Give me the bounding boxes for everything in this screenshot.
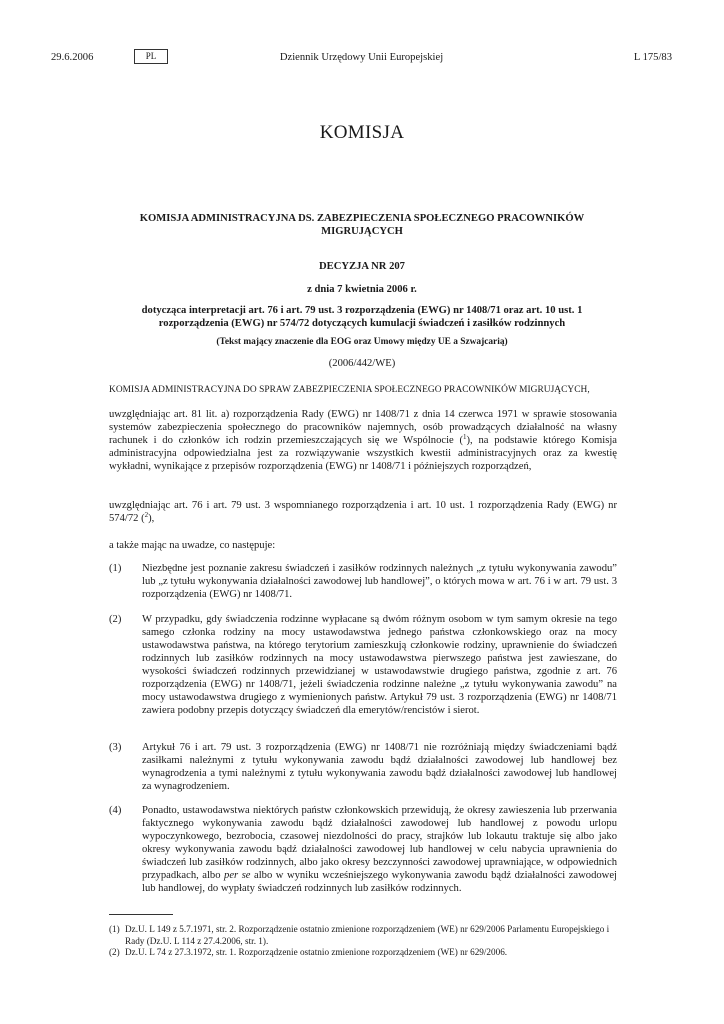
institution-heading-line1: KOMISJA ADMINISTRACYJNA DS. ZABEZPIECZENIA SPOŁECZNEGO PRACOWNIKÓW (139, 213, 585, 224)
footnote-ref-1[interactable]: 1 (463, 433, 467, 441)
citation-1-text-a: uwzględniając art. 81 lit. a) rozporządzenia Rady (EWG) nr 1408/71 z dnia 14 czerwca 1971 w sprawie stosowania systemów zabezpieczenia społecznego do pracowników najemnych, osób prowadzących działalność na własny rachunek i do członków ich rodzin przemieszczających się we Wspólnocie ( (109, 409, 617, 446)
citation-2-text-a: uwzględniając art. 76 i art. 79 ust. 3 wspomnianego rozporządzenia i art. 10 ust. 1 rozporządzenia Rady (EWG) nr 574/72 ( (109, 500, 617, 524)
recital-4-text-b: albo w wyniku wcześniejszego wykonywania zawodu bądź działalności zawodowej lub handlowej, do wypłaty świadczeń rodzinnych lub zasiłków rodzinnych. (142, 870, 617, 894)
recital-number: (4) (109, 805, 122, 816)
footnote-ref-2[interactable]: 2 (144, 511, 149, 519)
recital-4-text-a: Ponadto, ustawodawstwa niektórych państw członkowskich przewidują, że okresy zawieszenia lub przerwania faktycznego wykonywania zawodu bądź działalności zawodowej lub handlowej z powodu urlopu wypoczynkowego, bezrobocia, czasowej niezdolności do pracy, strajków lub lokautu traktuje się albo jako okresy wykonywania zawodu bądź działalności zawodowej lub handlowej w celu nabycia uprawnienia do świadczeń lub zasiłków rodzinnych, albo jako okresy bezczynności zawodowej uprawniające, w odpowiednich przypadkach, albo (142, 805, 617, 881)
footnote-text: Dz.U. L 149 z 5.7.1971, str. 2. Rozporządzenie ostatnio zmienione rozporządzeniem (WE) nr 629/2006 Parlamentu Europejskiego i Rady (Dz.U. L 114 z 27.4.2006, str. 1). (125, 924, 610, 946)
institution-heading-line2: MIGRUJĄCYCH (321, 226, 403, 237)
recital-4-latin-phrase: per se (224, 870, 251, 881)
citation-paragraph-2 (109, 499, 617, 525)
whereas-intro: a także mając na uwadze, co następuje: (109, 540, 276, 551)
footnote-text: Dz.U. L 74 z 27.3.1972, str. 1. Rozporządzenie ostatnio zmienione rozporządzeniem (WE) nr 629/2006. (125, 947, 508, 957)
publication-date: 29.6.2006 (51, 52, 94, 63)
citation-paragraph-1 (109, 408, 617, 473)
recital-text: Niezbędne jest poznanie zakresu świadczeń i zasiłków rodzinnych należnych „z tytułu wykonywania zawodu” lub „z tytułu wykonywania działalności zawodowej lub handlowej”, o których mowa w art. 76 i w art. 79 ust. 3 rozporządzenia (EWG) nr 1408/71. (142, 563, 617, 600)
recital-number: (3) (109, 742, 122, 753)
recital-number: (2) (109, 614, 122, 625)
footnote-number: (2) (109, 947, 120, 957)
section-title: KOMISJA (319, 122, 405, 143)
decision-number: DECYZJA NR 207 (319, 261, 405, 272)
recital-text (142, 804, 617, 895)
recital-number: (1) (109, 563, 122, 574)
footnote-separator (109, 914, 173, 915)
decision-subject-line2: rozporządzenia (EWG) nr 574/72 dotyczących kumulacji świadczeń i zasiłków rodzinnych (158, 318, 566, 329)
eea-relevance-note: (Tekst mający znaczenie dla EOG oraz Umowy między UE a Szwajcarią) (216, 337, 508, 347)
language-badge: PL (134, 49, 168, 64)
decision-date: z dnia 7 kwietnia 2006 r. (307, 284, 417, 295)
journal-title: Dziennik Urzędowy Unii Europejskiej (279, 52, 444, 63)
decision-reference: (2006/442/WE) (328, 358, 396, 369)
citation-2-text-b: ), (148, 513, 155, 524)
recital-text: Artykuł 76 i art. 79 ust. 3 rozporządzenia (EWG) nr 1408/71 nie rozróżniają między świadczeniami bądź zasiłkami należnymi z tytułu wykonywania zawodu bądź działalności zawodowej lub handlowej bez wynagrodzenia a tymi należnymi z tytułu wykonywania zawodu bądź działalności zawodowej lub handlowej za wynagrodzeniem. (142, 742, 617, 792)
footnote-number: (1) (109, 924, 120, 934)
decision-subject (108, 304, 616, 330)
decision-subject-line1: dotycząca interpretacji art. 76 i art. 79 ust. 3 rozporządzenia (EWG) nr 1408/71 oraz art. 10 ust. 1 (141, 305, 583, 316)
authority-line: KOMISJA ADMINISTRACYJNA DO SPRAW ZABEZPIECZENIA SPOŁECZNEGO PRACOWNIKÓW MIGRUJĄCYCH, (109, 385, 590, 395)
institution-heading (108, 212, 616, 238)
page-reference: L 175/83 (633, 52, 672, 63)
recital-text: W przypadku, gdy świadczenia rodzinne wypłacane są dwóm różnym osobom w tym samym okresie na tego samego członka rodziny na mocy ustawodawstwa jednego państwa członkowskiego oraz na mocy ustawodawstwa państwa, na którego terytorium zamieszkują członkowie rodziny, uprawnienie do świadczeń rodzinnych lub zasiłków rodzinnych na mocy ustawodawstwa pierwszego państwa jest zawieszane, do wysokości świadczeń rodzinnych przewidzianej w ustawodawstwie drugiego państwa, zgodnie z art. 76 rozporządzenia (EWG) nr 1408/71, jeżeli świadczenia rodzinne należne „z tytułu wykonywania zawodu” na mocy ustawodawstwa drugiego z wymienionych państw. Artykuł 79 ust. 3 rozporządzenia (EWG) nr 1408/71 zawiera podobny przepis dotyczący świadczeń dla emerytów/rencistów i sierot. (142, 614, 617, 716)
citation-1-text-b: ), na podstawie którego Komisja administracyjna odpowiedzialna jest za rozwiązywanie wszystkich kwestii administracyjnych oraz za kwestię wykładni, wynikające z przepisów rozporządzenia (EWG) nr 1408/71 i późniejszych rozporządzeń, (109, 435, 618, 472)
page-header (51, 52, 672, 68)
